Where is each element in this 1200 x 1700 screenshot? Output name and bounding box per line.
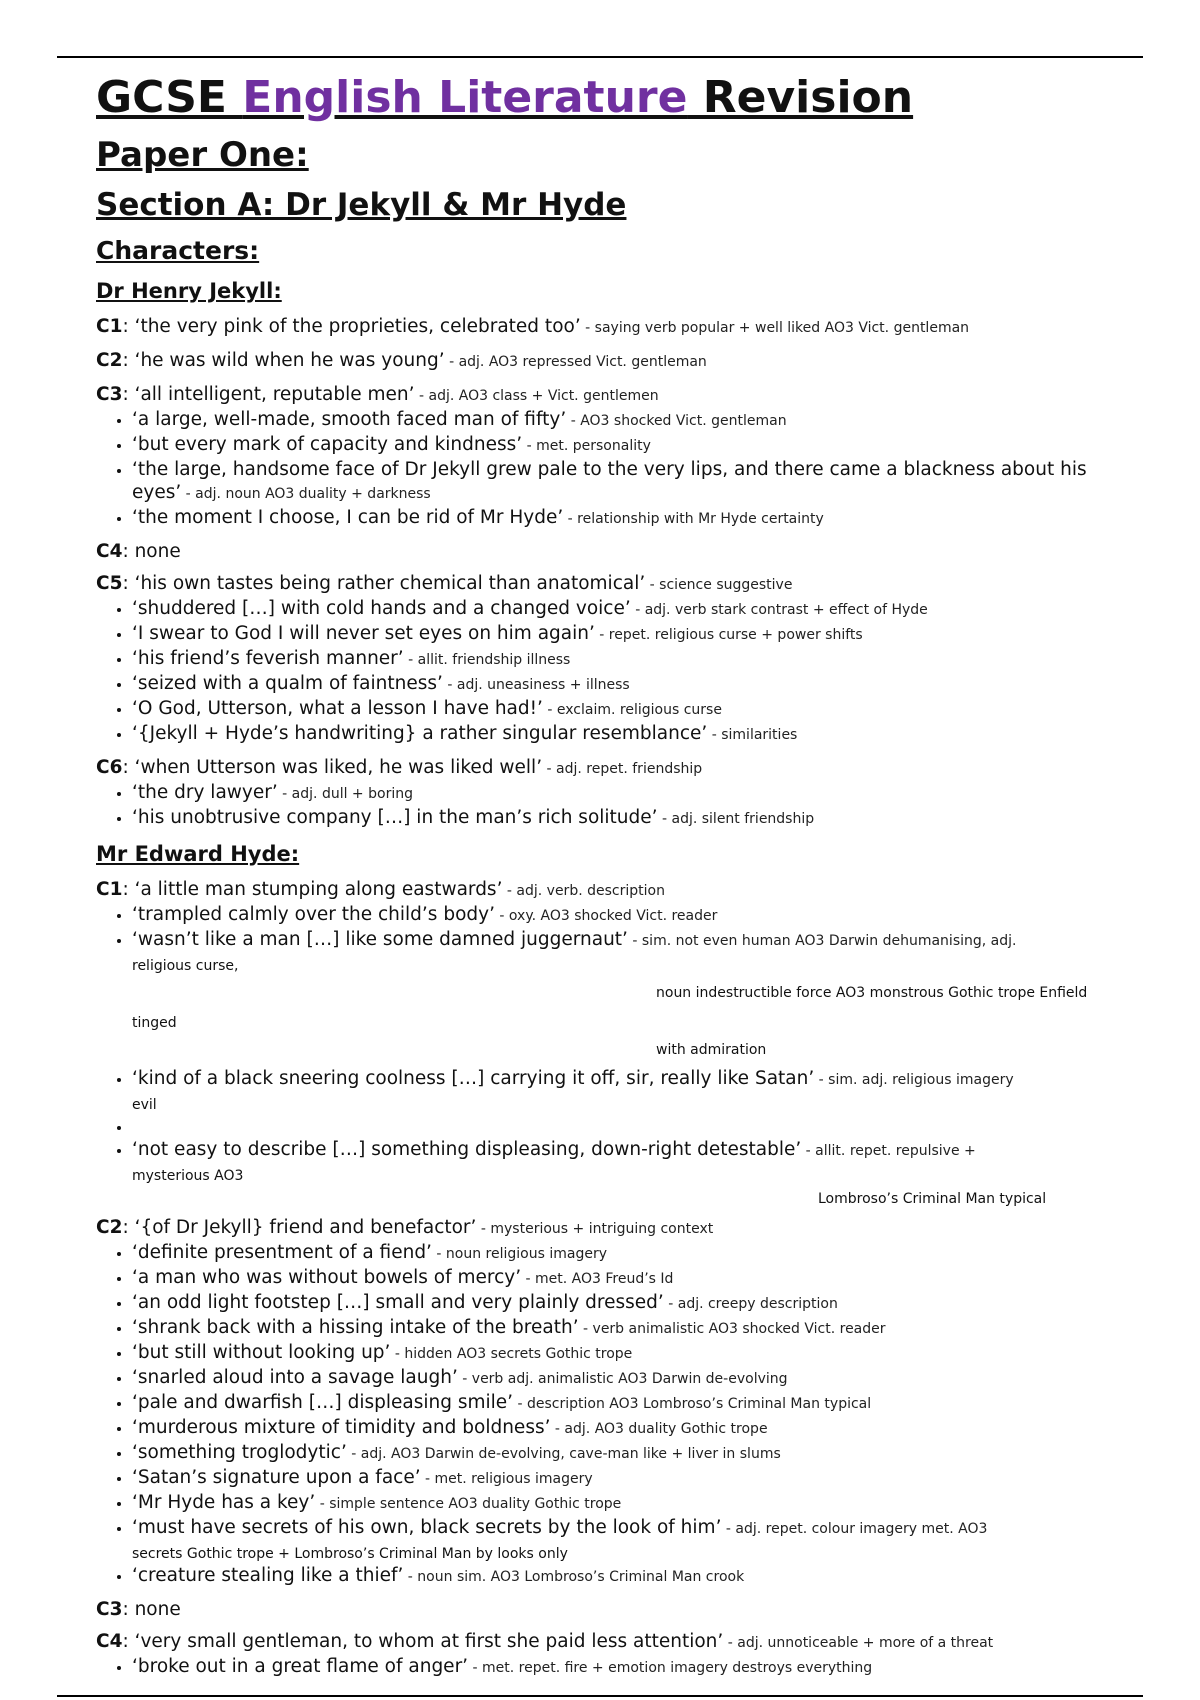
revision-document	[96, 68, 1106, 1680]
list-item: • ‘the large, handsome face of Dr Jekyll grew pale to the very lips, and there came a blackness about his eyes’ - adj. noun AO3 duality + darkness	[132, 458, 1106, 506]
list-item: • ‘must have secrets of his own, black secrets by the look of him’ - adj. repet. colour imagery met. AO3 secrets Gothic trope + Lombroso’s Criminal Man by looks only	[132, 1516, 1106, 1564]
character-name-hyde: Mr Edward Hyde:	[96, 842, 300, 866]
list-item: • ‘not easy to describe […] something displeasing, down-right detestable’ - allit. repet. repulsive + mysterious AO3 Lombroso’s Criminal Man typical	[132, 1138, 1106, 1212]
list-item: • ‘{Jekyll + Hyde’s handwriting} a rather singular resemblance’ - similarities	[132, 722, 1106, 747]
list-item: • ‘Mr Hyde has a key’ - simple sentence AO3 duality Gothic trope	[132, 1491, 1106, 1516]
list-item: • ‘the dry lawyer’ - adj. dull + boring	[132, 781, 1106, 806]
hyde-c3: C3: none	[96, 1599, 181, 1620]
jekyll-c1: C1: ‘the very pink of the proprieties, celebrated too’ - saying verb popular + well liked AO3 Vict. gentleman	[96, 316, 970, 337]
list-item: • ‘Satan’s signature upon a face’ - met. religious imagery	[132, 1466, 1106, 1491]
list-item: • ‘his unobtrusive company […] in the man’s rich solitude’ - adj. silent friendship	[132, 806, 1106, 831]
list-item: • ‘definite presentment of a fiend’ - noun religious imagery	[132, 1241, 1106, 1266]
list-item: • ‘broke out in a great flame of anger’ - met. repet. fire + emotion imagery destroys everything	[132, 1655, 1106, 1680]
section-heading: Section A: Dr Jekyll & Mr Hyde	[96, 187, 627, 223]
list-item: • ‘something troglodytic’ - adj. AO3 Darwin de-evolving, cave-man like + liver in slums	[132, 1441, 1106, 1466]
list-item: • ‘an odd light footstep […] small and very plainly dressed’ - adj. creepy description	[132, 1291, 1106, 1316]
list-item-empty	[132, 1115, 1106, 1138]
jekyll-c4: C4: none	[96, 541, 181, 562]
list-item: • ‘shuddered […] with cold hands and a changed voice’ - adj. verb stark contrast + effect of Hyde	[132, 597, 1106, 622]
jekyll-c2: C2: ‘he was wild when he was young’ - adj. AO3 repressed Vict. gentleman	[96, 350, 707, 371]
jekyll-c3: C3: ‘all intelligent, reputable men’ - adj. AO3 class + Vict. gentlemen	[96, 384, 659, 405]
list-item: • ‘O God, Utterson, what a lesson I have had!’ - exclaim. religious curse	[132, 697, 1106, 722]
page-title	[96, 68, 1106, 128]
hyde-c2: C2: ‘{of Dr Jekyll} friend and benefactor’ - mysterious + intriguing context	[96, 1217, 714, 1238]
list-item: • ‘wasn’t like a man […] like some damned juggernaut’ - sim. not even human AO3 Darwin dehumanising, adj. religious curse, noun indestructible force AO3 monstrous Gothic trope Enfield tinged with admiration	[132, 928, 1106, 1067]
characters-heading: Characters:	[96, 236, 260, 265]
list-item: • ‘pale and dwarfish […] displeasing smile’ - description AO3 Lombroso’s Criminal Man typical	[132, 1391, 1106, 1416]
list-item: • ‘creature stealing like a thief’ - noun sim. AO3 Lombroso’s Criminal Man crook	[132, 1564, 1106, 1589]
list-item: • ‘snarled aloud into a savage laugh’ - verb adj. animalistic AO3 Darwin de-evolving	[132, 1366, 1106, 1391]
list-item: • ‘the moment I choose, I can be rid of Mr Hyde’ - relationship with Mr Hyde certainty	[132, 506, 1106, 531]
list-item: • ‘trampled calmly over the child’s body’ - oxy. AO3 shocked Vict. reader	[132, 903, 1106, 928]
jekyll-c6: C6: ‘when Utterson was liked, he was liked well’ - adj. repet. friendship	[96, 757, 703, 778]
hyde-c1-list	[96, 903, 1106, 1212]
hyde-c4-list	[96, 1655, 1106, 1680]
list-item: • ‘shrank back with a hissing intake of the breath’ - verb animalistic AO3 shocked Vict. reader	[132, 1316, 1106, 1341]
jekyll-c6-list	[96, 781, 1106, 831]
jekyll-c5: C5: ‘his own tastes being rather chemical than anatomical’ - science suggestive	[96, 573, 793, 594]
top-rule	[57, 56, 1143, 58]
paper-heading: Paper One:	[96, 135, 309, 175]
hyde-c2-list	[96, 1241, 1106, 1589]
jekyll-c5-list	[96, 597, 1106, 747]
list-item: • ‘but still without looking up’ - hidden AO3 secrets Gothic trope	[132, 1341, 1106, 1366]
title-part-revision: Revision	[687, 72, 914, 123]
character-name-jekyll: Dr Henry Jekyll:	[96, 279, 282, 303]
hyde-c1: C1: ‘a little man stumping along eastwards’ - adj. verb. description	[96, 879, 665, 900]
list-item: • ‘I swear to God I will never set eyes on him again’ - repet. religious curse + power shifts	[132, 622, 1106, 647]
jekyll-c3-list	[96, 408, 1106, 531]
title-part-gcse: GCSE	[96, 72, 243, 123]
hyde-c4: C4: ‘very small gentleman, to whom at first she paid less attention’ - adj. unnoticeable + more of a threat	[96, 1631, 994, 1652]
list-item: • ‘seized with a qualm of faintness’ - adj. uneasiness + illness	[132, 672, 1106, 697]
list-item: • ‘a man who was without bowels of mercy’ - met. AO3 Freud’s Id	[132, 1266, 1106, 1291]
list-item: • ‘kind of a black sneering coolness […] carrying it off, sir, really like Satan’ - sim. adj. religious imagery evil	[132, 1067, 1106, 1115]
list-item: • ‘his friend’s feverish manner’ - allit. friendship illness	[132, 647, 1106, 672]
list-item: • ‘but every mark of capacity and kindness’ - met. personality	[132, 433, 1106, 458]
title-accent: English Literature	[242, 72, 688, 123]
list-item: • ‘murderous mixture of timidity and boldness’ - adj. AO3 duality Gothic trope	[132, 1416, 1106, 1441]
list-item: • ‘a large, well-made, smooth faced man of fifty’ - AO3 shocked Vict. gentleman	[132, 408, 1106, 433]
bottom-rule	[57, 1695, 1143, 1697]
